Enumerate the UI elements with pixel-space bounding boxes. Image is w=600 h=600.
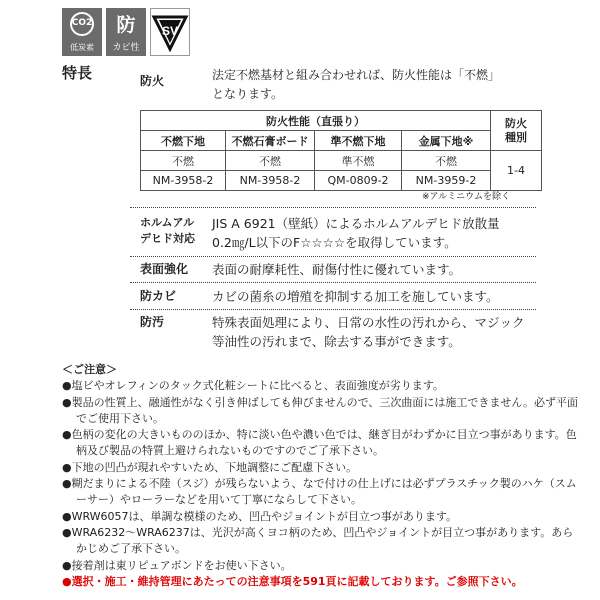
- note-item-important: ●選択・施工・維持管理にあたっての注意事項を591頁に記載しております。ご参照下さい。: [62, 574, 523, 588]
- feature-desc: 法定不燃基材と組み合わせれば、防火性能は「不燃」 となります。: [212, 68, 501, 101]
- section-title: 特長: [62, 64, 93, 82]
- low-carbon-icon: CO2 低炭素: [62, 8, 102, 56]
- note-item: ●WRW6057は、単調な模様のため、凹凸やジョイントが目立つ事があります。: [62, 509, 458, 523]
- feature-label: 防火: [140, 74, 165, 88]
- notes-heading: ＜ご注意＞: [62, 363, 117, 376]
- table-header: 防火性能（直張り）: [141, 111, 491, 131]
- note-item: ●塩ビやオレフィンのタック式化粧シートに比べると、表面強度が劣ります。: [62, 379, 444, 393]
- note-item: ●下地の凹凸が現れやすいため、下地調整にご配慮下さい。: [62, 460, 358, 474]
- note-item: ●糊だまりによる不陸（スジ）が残らないよう、なで付けの仕上げには必ずプラスチック製のハケ（スムーサー）やローラーなどを用いて丁寧にならして下さい。: [62, 477, 577, 507]
- fire-kind-header: 防火 種別: [491, 111, 542, 151]
- fire-kind-value: 1-4: [491, 151, 542, 191]
- divider: [130, 309, 536, 310]
- note-item: ●色柄の変化の大きいもののほか、特に淡い色や濃い色では、継ぎ目がわずかに目立つ事があります。色柄及び製品の特質上避けられないものですのでご了承下さい。: [62, 428, 577, 458]
- table-footnote: ※アルミニウムを除く: [422, 192, 511, 202]
- icon-row: [62, 8, 190, 56]
- divider: [130, 282, 536, 283]
- divider: [130, 256, 536, 257]
- fire-performance-table: 防火性能（直張り） 防火 種別 不燃下地 不燃石膏ボード 準不燃下地 金属下地※ 不燃 不燃 準不燃 不燃 1-4 NM-3958-2 NM-3958-2 QM-0809-2 NM-3959-2: [140, 110, 542, 191]
- note-item: ●接着剤は東リピュアボンドをお使い下さい。: [62, 558, 292, 572]
- sv-mark-text: SV: [161, 24, 179, 38]
- sv-mark-icon: [150, 8, 190, 56]
- mold-resistant-icon: 防 カビ性: [106, 8, 146, 56]
- caution-notes: [62, 362, 582, 590]
- divider: [130, 207, 536, 208]
- note-item: ●製品の性質上、融通性がなく引き伸ばしても伸びませんので、三次曲面には施工できません。必ず平面でご使用下さい。: [62, 395, 579, 425]
- note-item: ●WRA6232～WRA6237は、光沢が高くヨコ柄のため、凹凸やジョイントが目立つ事があります。あらかじめご了承下さい。: [62, 525, 574, 556]
